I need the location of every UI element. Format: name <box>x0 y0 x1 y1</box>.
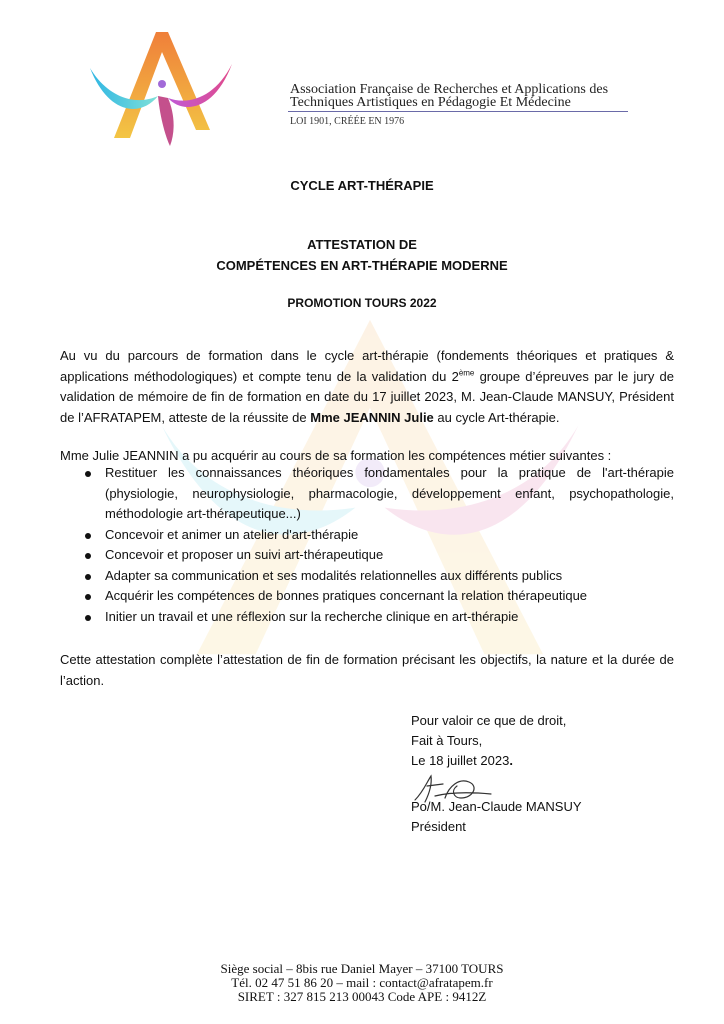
skills-list <box>60 463 674 627</box>
list-item: Restituer les connaissances théoriques fondamentales pour la pratique de l'art-thérapie (physiologie, neurophysiologie, pharmacologie, développement enfant, psychopathologie, méthodologie art-thérapeutique...) <box>60 463 674 525</box>
closing-line-valoir: Pour valoir ce que de droit, <box>411 713 567 728</box>
afratapem-logo <box>86 26 236 154</box>
list-item: Acquérir les compétences de bonnes pratiques concernant la relation thérapeutique <box>60 586 674 607</box>
list-item: Initier un travail et une réflexion sur la recherche clinique en art-thérapie <box>60 607 674 628</box>
attestation-title-line2: COMPÉTENCES EN ART-THÉRAPIE MODERNE <box>216 258 508 273</box>
skills-intro: Mme Julie JEANNIN a pu acquérir au cours de sa formation les compétences métier suivantes : <box>60 448 612 463</box>
bullet-icon <box>85 533 91 539</box>
org-name-line1: Association Française de Recherches et Applications des <box>290 82 609 97</box>
bullet-icon <box>85 553 91 559</box>
signatory-name: Po/M. Jean-Claude MANSUY <box>411 799 582 814</box>
header-divider <box>288 111 628 112</box>
bullet-icon <box>85 594 91 600</box>
footer-siret: SIRET : 327 815 213 00043 Code APE : 9412Z <box>237 989 487 1004</box>
org-name-line2: Techniques Artistiques en Pédagogie Et Médecine <box>290 95 571 110</box>
footer-contact: Tél. 02 47 51 86 20 – mail : contact@afratapem.fr <box>231 975 493 990</box>
list-item: Concevoir et proposer un suivi art-thérapeutique <box>60 545 674 566</box>
recipient-name: Mme JEANNIN Julie <box>310 409 434 425</box>
promotion-title: PROMOTION TOURS 2022 <box>287 296 437 310</box>
bullet-icon <box>85 615 91 621</box>
org-legal-status: LOI 1901, CRÉÉE EN 1976 <box>290 116 405 127</box>
attestation-paragraph: Au vu du parcours de formation dans le cycle art-thérapie (fondements théoriques et pratiques & applications méthodologiques) et compte tenu de la validation du 2ème groupe d’épreuves par le jury de validation de mémoire de fin de formation en date du 17 juillet 2023, M. Jean-Claude MANSUY, Président de l’AFRATAPEM, atteste de la réussite de Mme JEANNIN Julie au cycle Art-thérapie. <box>60 348 674 425</box>
closing-line-place: Fait à Tours, <box>411 733 483 748</box>
bullet-icon <box>85 471 91 477</box>
footer-address: Siège social – 8bis rue Daniel Mayer – 37100 TOURS <box>220 961 504 976</box>
cycle-title: CYCLE ART-THÉRAPIE <box>290 178 434 193</box>
list-item: Adapter sa communication et ses modalités relationnelles aux différents publics <box>60 566 674 587</box>
list-item: Concevoir et animer un atelier d'art-thérapie <box>60 525 674 546</box>
closing-paragraph: Cette attestation complète l’attestation de fin de formation précisant les objectifs, la nature et la durée de l’action. <box>60 652 674 688</box>
closing-line-date: Le 18 juillet 2023. <box>411 753 513 768</box>
signatory-role: Président <box>411 819 466 834</box>
bullet-icon <box>85 574 91 580</box>
attestation-title-line1: ATTESTATION DE <box>307 237 417 252</box>
